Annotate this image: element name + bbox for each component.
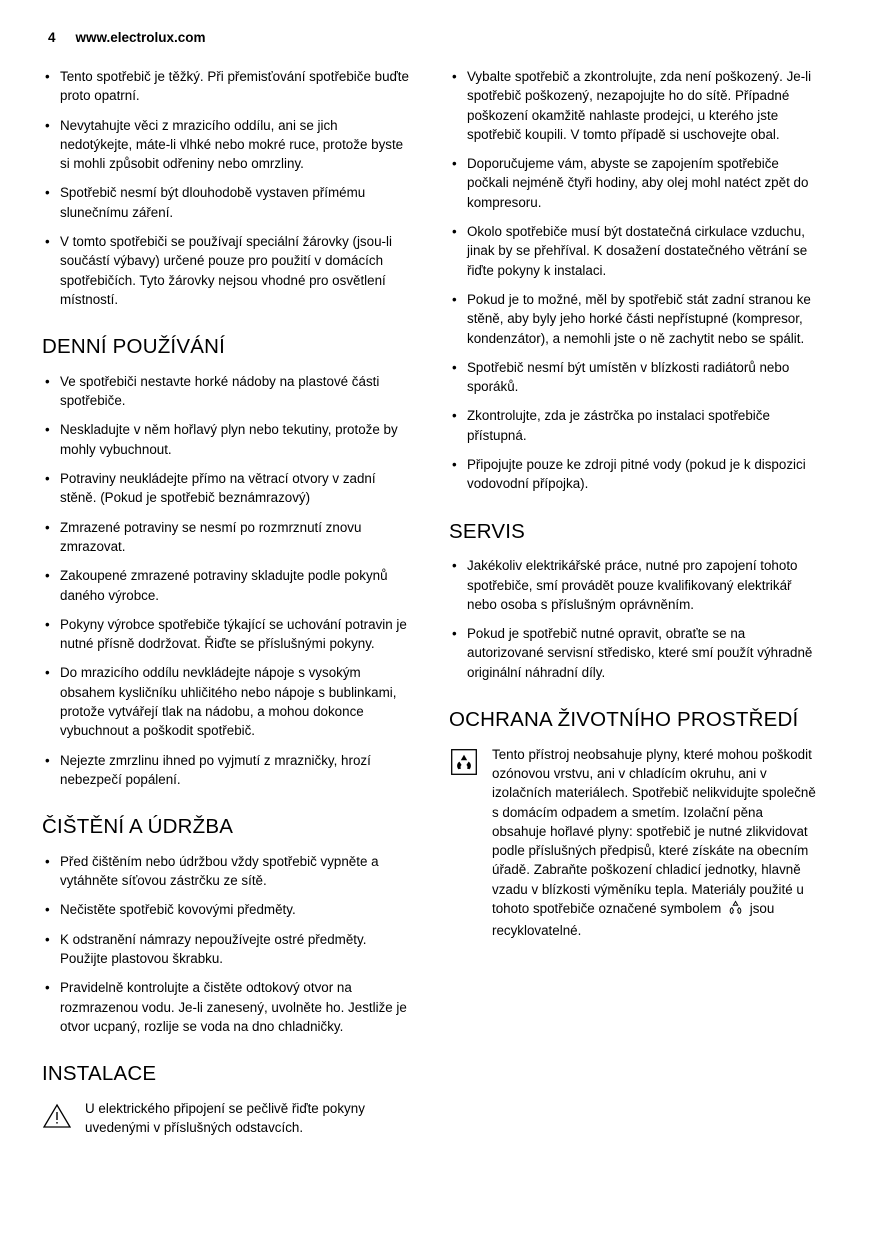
section-heading-installation: INSTALACE xyxy=(42,1062,157,1086)
installation-warning-text: U elektrického připojení se pečlivě řiďte pokyny uvedenými v příslušných odstavcích. xyxy=(85,1100,365,1136)
list-item: • Doporučujeme vám, abyste se zapojením spotřebiče počkali nejméně čtyři hodiny, aby olej mohl natéct zpět do kompresoru. xyxy=(449,154,820,212)
page-number: 4 xyxy=(48,30,56,45)
list-item: • Spotřebič nesmí být umístěn v blízkosti radiátorů nebo sporáků. xyxy=(449,358,820,397)
list-item: • Neskladujte v něm hořlavý plyn nebo tekutiny, protože by mohly vybuchnout. xyxy=(42,420,413,459)
section-heading-cleaning: ČIŠTĚNÍ A ÚDRŽBA xyxy=(42,815,234,839)
list-item: • Potraviny neukládejte přímo na větrací otvory v zadní stěně. (Pokud je spotřebič beznámrazový) xyxy=(42,469,413,508)
list-item: • Pokud je spotřebič nutné opravit, obraťte se na autorizované servisní středisko, které smí použít výhradně originální náhradní díly. xyxy=(449,624,820,682)
list-item: • Pravidelně kontrolujte a čistěte odtokový otvor na rozmrazenou vodu. Je-li zanesený, uvolněte ho. Jestliže je otvor ucpaný, rozlije se voda na dno chladničky. xyxy=(42,978,413,1036)
list-item: • Připojujte pouze ke zdroji pitné vody (pokud je k dispozici vodovodní přípojka). xyxy=(449,455,820,494)
installation-warning-note xyxy=(42,1099,413,1138)
environment-text-part1: Tento přístroj neobsahuje plyny, které mohou poškodit ozónovou vrstvu, ani v chladícím okruhu, ani v izolačních materiálech. Spotřebič nelikvidujte společně s domácím odpadem a smetím. Izolační pěna obsahuje hořlavé plyny: spotřebič je nutné zlikvidovat podle příslušných předpisů, které získáte na obecním úřadě. Zabraňte poškození chladicí jednotky, hlavně vzadu v blízkosti výměníku tepla. Materiály použité u tohoto spotřebiče označené symbolem xyxy=(492,746,816,916)
list-item: • Pokud je to možné, měl by spotřebič stát zadní stranou ke stěně, aby byly jeho horké části nepřístupné (kompresor, kondenzátor), a nemohli jste o ně zachytit nebo se spálit. xyxy=(449,290,820,348)
list-item: • Zkontrolujte, zda je zástrčka po instalaci spotřebiče přístupná. xyxy=(449,406,820,445)
cleaning-list xyxy=(42,852,413,1036)
recycle-box-icon xyxy=(449,747,479,777)
list-item: • V tomto spotřebiči se používají speciální žárovky (jsou-li součástí výbavy) určené pouze pro použití v domácích spotřebičích. Tyto žárovky nejsou vhodné pro osvětlení místností. xyxy=(42,232,413,309)
list-item: • Zmrazené potraviny se nesmí po rozmrznutí znovu zmrazovat. xyxy=(42,518,413,557)
list-item: • K odstranění námrazy nepoužívejte ostré předměty. Použijte plastovou škrabku. xyxy=(42,930,413,969)
list-item: • Před čištěním nebo údržbou vždy spotřebič vypněte a vytáhněte síťovou zástrčku ze sítě. xyxy=(42,852,413,891)
list-item: • Nečistěte spotřebič kovovými předměty. xyxy=(42,900,413,919)
list-item: • Jakékoliv elektrikářské práce, nutné pro zapojení tohoto spotřebiče, smí provádět pouze kvalifikovaný elektrikář nebo osoba s příslušným oprávněním. xyxy=(449,556,820,614)
safety-intro-list xyxy=(42,67,413,309)
list-item: • Zakoupené zmrazené potraviny skladujte podle pokynů daného výrobce. xyxy=(42,566,413,605)
two-column-body xyxy=(42,67,820,1137)
daily-use-list xyxy=(42,372,413,789)
service-list xyxy=(449,556,820,682)
list-item: • Vybalte spotřebič a zkontrolujte, zda není poškozený. Je-li spotřebič poškozený, nezapojujte ho do sítě. Případné poškození okamžitě nahlaste prodejci, u kterého jste spotřebič koupili. V tomto případě si uschovejte obal. xyxy=(449,67,820,144)
left-column xyxy=(42,67,413,1137)
list-item: • Nevytahujte věci z mrazicího oddílu, ani se jich nedotýkejte, máte-li vlhké nebo mokré ruce, protože byste si mohli způsobit odřeniny nebo omrzliny. xyxy=(42,116,413,174)
list-item: • Do mrazicího oddílu nevkládejte nápoje s vysokým obsahem kysličníku uhličitého nebo nápoje s bublinkami, protože vytvářejí tlak na nádobu, a mohou dokonce vybuchnout a poškodit spotřebič. xyxy=(42,663,413,740)
list-item: • Tento spotřebič je těžký. Při přemisťování spotřebiče buďte proto opatrní. xyxy=(42,67,413,106)
right-column xyxy=(449,67,820,941)
list-item: • Spotřebič nesmí být dlouhodobě vystaven přímému slunečnímu záření. xyxy=(42,183,413,222)
section-heading-service: SERVIS xyxy=(449,519,526,543)
warning-triangle-icon xyxy=(42,1101,72,1131)
installation-safety-list xyxy=(449,67,820,494)
section-heading-daily-use: DENNÍ POUŽÍVÁNÍ xyxy=(42,335,225,359)
page-header xyxy=(42,30,820,45)
list-item: • Nejezte zmrzlinu ihned po vyjmutí z mrazničky, hrozí nebezpečí popálení. xyxy=(42,751,413,790)
environment-text xyxy=(492,745,820,941)
recycle-symbol-icon xyxy=(727,900,744,921)
section-heading-environment: OCHRANA ŽIVOTNÍHO PROSTŘEDÍ xyxy=(449,708,799,732)
environment-text-part2: jsou recyklovatelné. xyxy=(492,900,775,939)
list-item: • Okolo spotřebiče musí být dostatečná cirkulace vzduchu, jinak by se přehříval. K dosažení dostatečného větrání se řiďte pokyny k instalaci. xyxy=(449,222,820,280)
environment-note xyxy=(449,745,820,941)
website-url: www.electrolux.com xyxy=(75,30,206,45)
list-item: • Ve spotřebiči nestavte horké nádoby na plastové části spotřebiče. xyxy=(42,372,413,411)
list-item: • Pokyny výrobce spotřebiče týkající se uchování potravin je nutné přísně dodržovat. Řiďte se příslušnými pokyny. xyxy=(42,615,413,654)
